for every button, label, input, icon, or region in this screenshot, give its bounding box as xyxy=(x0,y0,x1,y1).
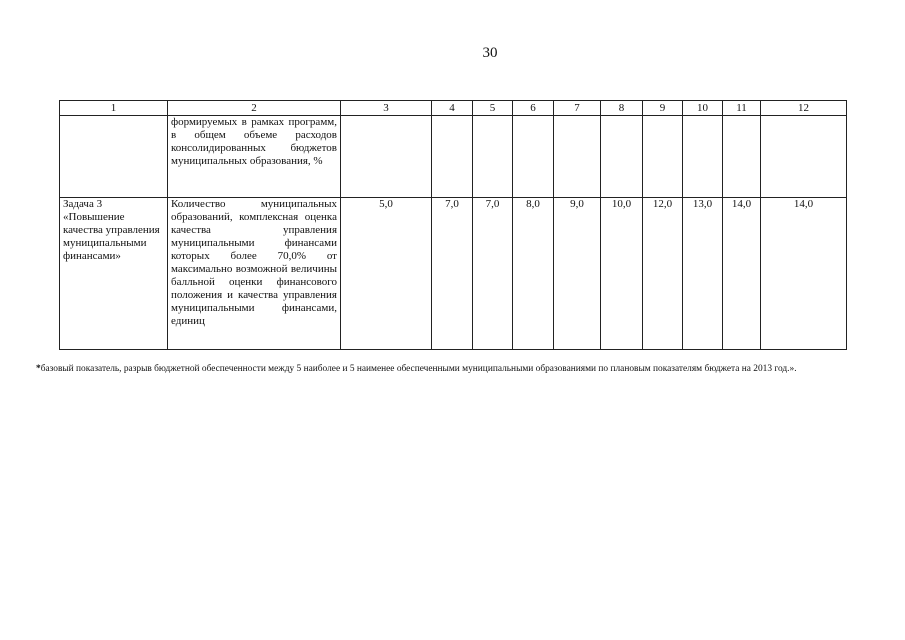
column-header: 2 xyxy=(168,101,341,116)
value-cell xyxy=(513,116,554,198)
table-row xyxy=(60,198,847,350)
value-cell: 12,0 xyxy=(643,198,683,350)
footnote-star: * xyxy=(36,364,41,374)
footnote-text: базовый показатель, разрыв бюджетной обеспеченности между 5 наиболее и 5 наименее обеспеченными муниципальными образованиями по плановым показателям бюджета на 2013 год.». xyxy=(40,364,797,374)
value-cell xyxy=(601,116,643,198)
column-header: 10 xyxy=(683,101,723,116)
indicator-cell: формируемых в рамках программ, в общем объеме расходов консолидированных бюджетов муниципальных образования, % xyxy=(168,116,341,198)
indicator-cell: Количество муниципальных образований, комплексная оценка качества управления муниципальными финансами которых более 70,0% от максимально возможной величины балльной оценки финансового положения и качества управления муниципальными финансами, единиц xyxy=(168,198,341,350)
column-header: 9 xyxy=(643,101,683,116)
page-number: 30 xyxy=(482,45,498,61)
table-row xyxy=(60,116,847,198)
value-cell xyxy=(643,116,683,198)
column-header: 8 xyxy=(601,101,643,116)
value-cell: 7,0 xyxy=(432,198,473,350)
table-header-row xyxy=(60,101,847,116)
value-cell: 14,0 xyxy=(723,198,761,350)
footnote xyxy=(36,364,870,375)
value-cell: 13,0 xyxy=(683,198,723,350)
column-header: 5 xyxy=(473,101,513,116)
task-cell xyxy=(60,116,168,198)
value-cell: 5,0 xyxy=(341,198,432,350)
column-header: 4 xyxy=(432,101,473,116)
indicators-table xyxy=(59,100,847,350)
task-cell: Задача 3 «Повышение качества управления муниципальными финансами» xyxy=(60,198,168,350)
value-cell: 8,0 xyxy=(513,198,554,350)
column-header: 3 xyxy=(341,101,432,116)
value-cell xyxy=(473,116,513,198)
value-cell xyxy=(341,116,432,198)
column-header: 6 xyxy=(513,101,554,116)
column-header: 11 xyxy=(723,101,761,116)
column-header: 7 xyxy=(554,101,601,116)
value-cell xyxy=(683,116,723,198)
value-cell: 9,0 xyxy=(554,198,601,350)
value-cell xyxy=(432,116,473,198)
column-header: 1 xyxy=(60,101,168,116)
value-cell xyxy=(554,116,601,198)
value-cell xyxy=(723,116,761,198)
value-cell: 10,0 xyxy=(601,198,643,350)
value-cell: 7,0 xyxy=(473,198,513,350)
column-header: 12 xyxy=(761,101,847,116)
value-cell xyxy=(761,116,847,198)
value-cell: 14,0 xyxy=(761,198,847,350)
